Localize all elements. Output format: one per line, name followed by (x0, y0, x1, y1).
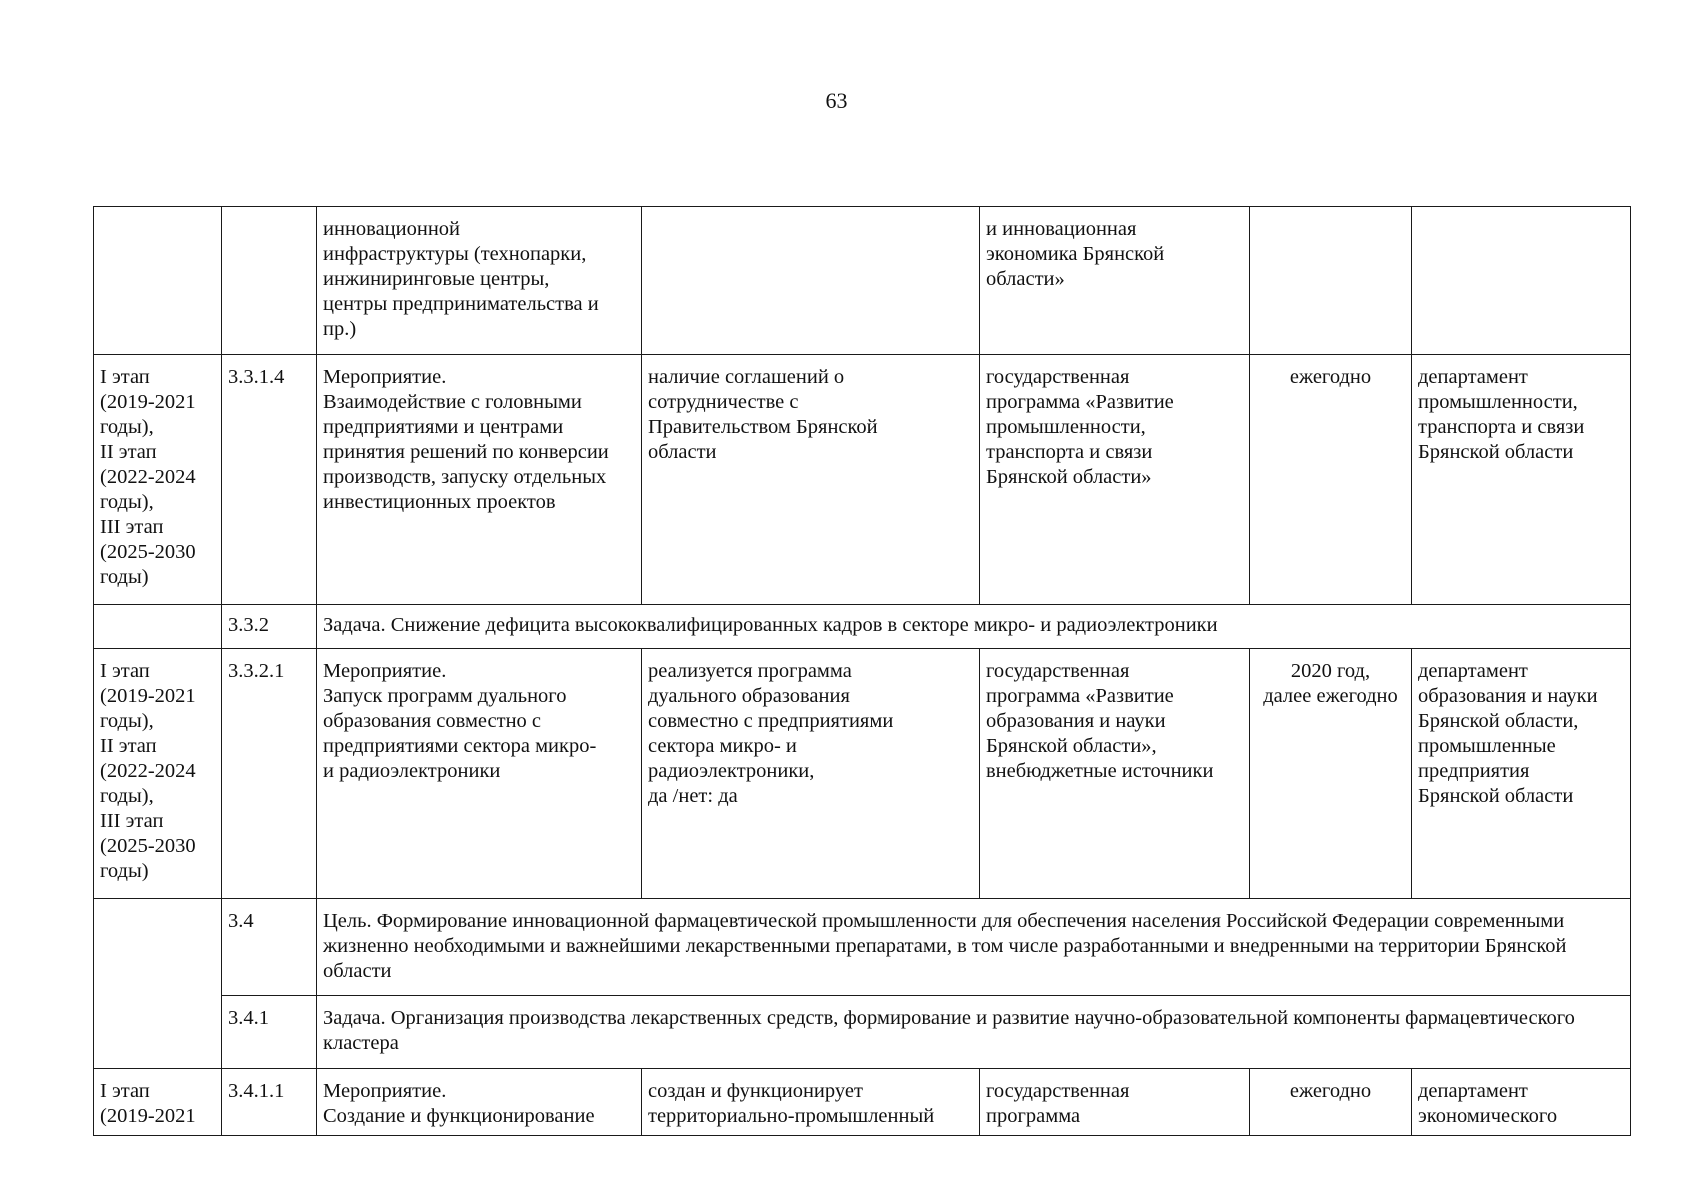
executor-cell: департамент образования и науки Брянской области, промышленные предприятия Брянской области (1412, 649, 1631, 899)
stage-cell: I этап (2019-2021 годы), II этап (2022-2024 годы), III этап (2025-2030 годы) (94, 355, 222, 605)
term-cell: 2020 год, далее ежегодно (1250, 649, 1412, 899)
table-row (94, 605, 1631, 649)
goal-heading-cell: Цель. Формирование инновационной фармацевтической промышленности для обеспечения населения Российской Федерации современными жизненно необходимыми и важнейшими лекарственными препаратами, в том числе разработанными и внедренными на территории Брянской области (317, 899, 1631, 996)
term-cell: ежегодно (1250, 355, 1412, 605)
stage-cell (94, 207, 222, 355)
stage-cell: I этап (2019-2021 (94, 1069, 222, 1136)
table-row (94, 1069, 1631, 1136)
term-cell (1250, 207, 1412, 355)
program-cell: государственная программа (980, 1069, 1250, 1136)
event-cell: инновационной инфраструктуры (технопарки, инжиниринговые центры, центры предпринимательства и пр.) (317, 207, 642, 355)
task-heading-cell: Задача. Снижение дефицита высококвалифицированных кадров в секторе микро- и радиоэлектроники (317, 605, 1631, 649)
executor-cell: департамент промышленности, транспорта и связи Брянской области (1412, 355, 1631, 605)
table-row (94, 996, 1631, 1069)
event-cell: Мероприятие. Взаимодействие с головными предприятиями и центрами принятия решений по конверсии производств, запуску отдельных инвестиционных проектов (317, 355, 642, 605)
code-cell: 3.4.1 (222, 996, 317, 1069)
plan-table (93, 206, 1631, 1136)
table-row (94, 207, 1631, 355)
table-row (94, 899, 1631, 996)
code-cell: 3.4 (222, 899, 317, 996)
page-number: 63 (825, 88, 848, 113)
code-cell: 3.3.1.4 (222, 355, 317, 605)
program-cell: государственная программа «Развитие образования и науки Брянской области», внебюджетные источники (980, 649, 1250, 899)
stage-cell (94, 605, 222, 649)
indicator-cell: создан и функционирует территориально-промышленный (642, 1069, 980, 1136)
program-cell: государственная программа «Развитие промышленности, транспорта и связи Брянской области» (980, 355, 1250, 605)
task-heading-cell: Задача. Организация производства лекарственных средств, формирование и развитие научно-образовательной компоненты фармацевтического кластера (317, 996, 1631, 1069)
stage-cell: I этап (2019-2021 годы), II этап (2022-2024 годы), III этап (2025-2030 годы) (94, 649, 222, 899)
event-cell: Мероприятие. Создание и функционирование (317, 1069, 642, 1136)
stage-cell (94, 899, 222, 1069)
event-cell: Мероприятие. Запуск программ дуального образования совместно с предприятиями сектора микро- и радиоэлектроники (317, 649, 642, 899)
indicator-cell: реализуется программа дуального образования совместно с предприятиями сектора микро- и радиоэлектроники, да /нет: да (642, 649, 980, 899)
indicator-cell (642, 207, 980, 355)
executor-cell (1412, 207, 1631, 355)
indicator-cell: наличие соглашений о сотрудничестве с Правительством Брянской области (642, 355, 980, 605)
program-cell: и инновационная экономика Брянской области» (980, 207, 1250, 355)
executor-cell: департамент экономического (1412, 1069, 1631, 1136)
code-cell: 3.3.2.1 (222, 649, 317, 899)
code-cell: 3.4.1.1 (222, 1069, 317, 1136)
term-cell: ежегодно (1250, 1069, 1412, 1136)
table-row (94, 649, 1631, 899)
code-cell (222, 207, 317, 355)
code-cell: 3.3.2 (222, 605, 317, 649)
table-row (94, 355, 1631, 605)
